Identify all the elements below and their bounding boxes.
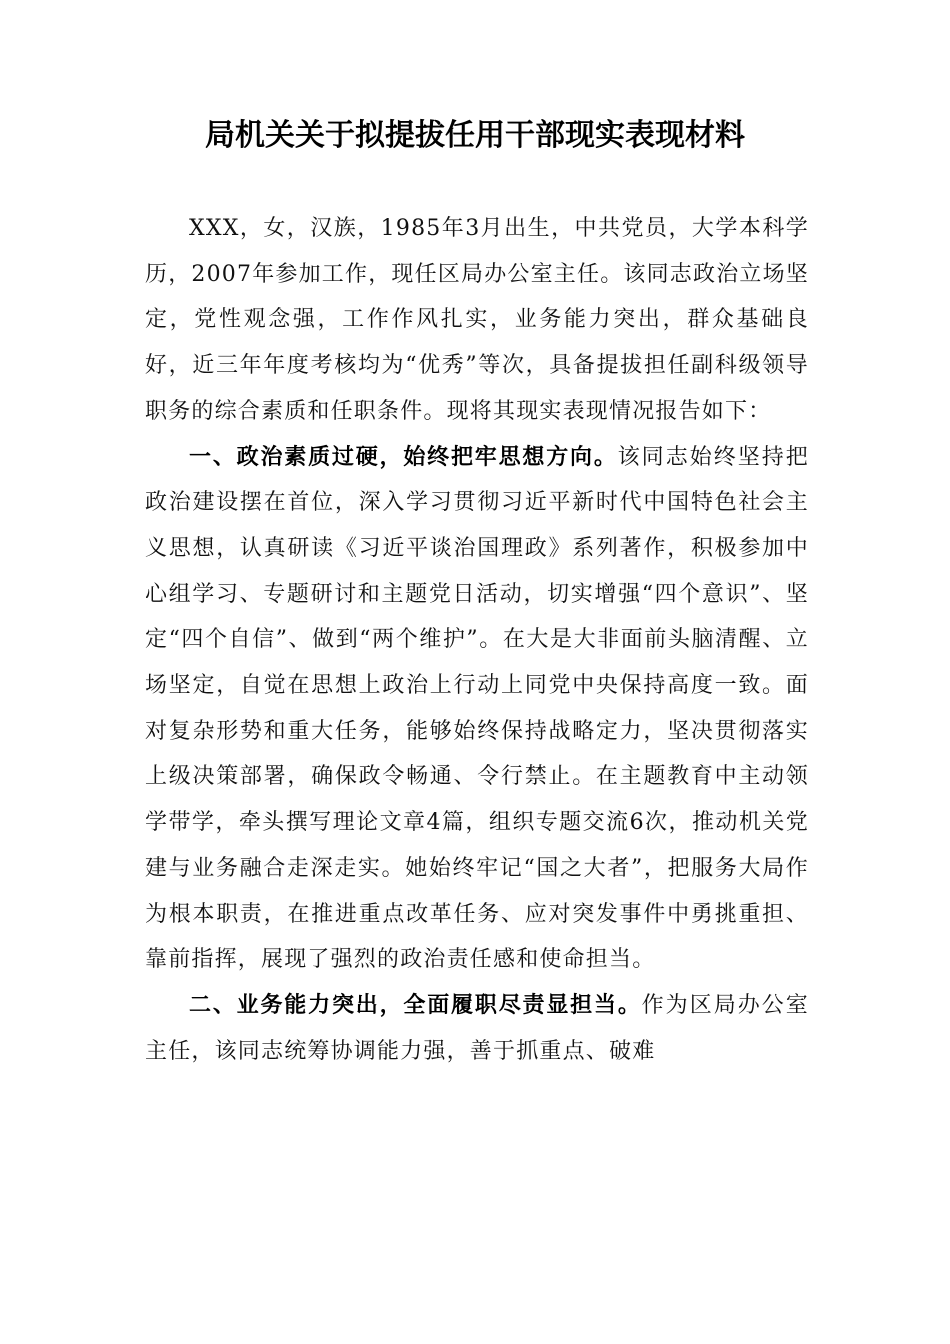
section-heading-2: 二、业务能力突出，全面履职尽责显担当。 — [189, 992, 642, 1018]
section-text-1: 该同志始终坚持把政治建设摆在首位，深入学习贯彻习近平新时代中国特色社会主义思想，认真研读《习近平谈治国理政》系列著作，积极参加中心组学习、专题研讨和主题党日活动，切实增强“四个意识”、坚定“四个自信”、做到“两个维护”。在大是大非面前头脑清醒、立场坚定，自觉在思想上政治上行动上同党中央保持高度一致。面对复杂形势和重大任务，能够始终保持战略定力，坚决贯彻落实上级决策部署，确保政令畅通、令行禁止。在主题教育中主动领学带学，牵头撰写理论文章4篇，组织专题交流6次，推动机关党建与业务融合走深走实。她始终牢记“国之大者”，把服务大局作为根本职责，在推进重点改革任务、应对突发事件中勇挑重担、靠前指挥，展现了强烈的政治责任感和使命担当。 — [145, 444, 809, 973]
section-text-2: 作为区局办公室主任，该同志统筹协调能力强，善于抓重点、破难 — [145, 992, 809, 1064]
section-paragraph-2 — [145, 983, 809, 1074]
document-title: 局机关关于拟提拔任用干部现实表现材料 — [205, 118, 745, 153]
intro-paragraph: XXX，女，汉族，1985年3月出生，中共党员，大学本科学历，2007年参加工作，现任区局办公室主任。该同志政治立场坚定，党性观念强，工作作风扎实，业务能力突出，群众基础良好，近三年年度考核均为“优秀”等次，具备提拔担任副科级领导职务的综合素质和任职条件。现将其现实表现情况报告如下： — [145, 216, 809, 424]
section-paragraph-1 — [145, 435, 809, 983]
document-body — [145, 206, 809, 1074]
section-heading-1: 一、政治素质过硬，始终把牢思想方向。 — [189, 444, 618, 470]
